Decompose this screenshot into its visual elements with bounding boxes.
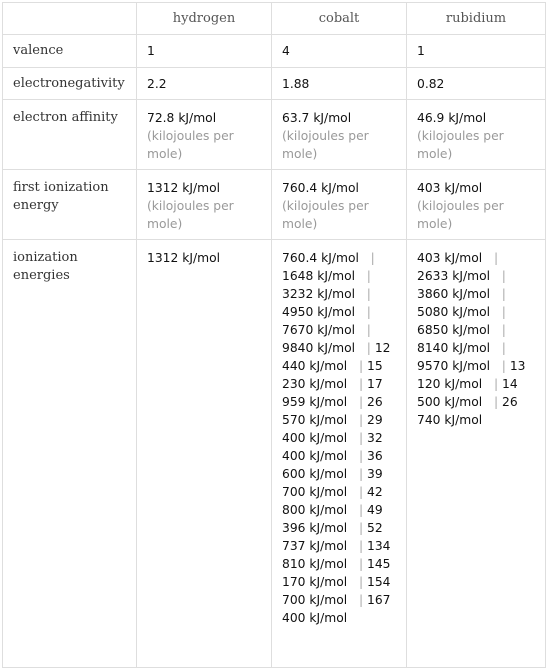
electronegativity-cobalt: 1.88 xyxy=(272,68,407,100)
first-ionization-hydrogen xyxy=(137,170,272,240)
separator: | xyxy=(351,467,367,481)
separator: | xyxy=(351,539,367,553)
ionization-energy-value: 26 570 kJ/mol xyxy=(282,395,386,427)
ionization-energy-value: 52 737 kJ/mol xyxy=(282,521,386,553)
electronegativity-hydrogen: 2.2 xyxy=(137,68,272,100)
separator: | xyxy=(486,395,502,409)
separator: | xyxy=(351,521,367,535)
separator: | xyxy=(486,377,502,391)
value: 72.8 xyxy=(147,111,175,125)
ionization-energy-value: 29 400 kJ/mol xyxy=(282,413,386,445)
separator: | xyxy=(493,359,510,373)
ionization-energy-value: 5080 kJ/mol xyxy=(417,305,491,319)
first-ionization-rubidium xyxy=(407,170,546,240)
separator: | xyxy=(358,287,371,301)
ionization-energy-value: 4950 kJ/mol xyxy=(282,305,356,319)
unit: kJ/mol xyxy=(448,111,487,125)
ionization-energy-value: 7670 kJ/mol xyxy=(282,323,356,337)
ionization-energy-value: 12 440 kJ/mol xyxy=(282,341,393,373)
ionization-energy-value: 167 400 kJ/mol xyxy=(282,593,393,625)
separator: | xyxy=(358,341,375,355)
value: 760.4 xyxy=(282,181,318,195)
unit: kJ/mol xyxy=(182,181,221,195)
separator: | xyxy=(351,485,367,499)
separator: | xyxy=(362,251,375,265)
separator: | xyxy=(351,413,367,427)
row-ionization-energies xyxy=(3,240,546,668)
separator: | xyxy=(493,323,506,337)
unit-long: (kilojoules per mole) xyxy=(147,129,234,161)
ionization-energy-value: 145 170 kJ/mol xyxy=(282,557,393,589)
separator: | xyxy=(358,323,371,337)
header-cobalt: cobalt xyxy=(272,3,407,35)
ionization-energy-value: 14 500 kJ/mol xyxy=(417,377,521,409)
separator: | xyxy=(493,305,506,319)
ionization-energy-value: 6850 kJ/mol xyxy=(417,323,491,337)
ionization-energy-value: 760.4 kJ/mol xyxy=(282,251,359,265)
header-row xyxy=(3,3,546,35)
valence-cobalt: 4 xyxy=(272,35,407,68)
ionization-energy-value: 32 400 kJ/mol xyxy=(282,431,386,463)
electron-affinity-rubidium xyxy=(407,100,546,170)
electronegativity-rubidium: 0.82 xyxy=(407,68,546,100)
electron-affinity-cobalt xyxy=(272,100,407,170)
valence-rubidium: 1 xyxy=(407,35,546,68)
value: 63.7 xyxy=(282,111,310,125)
separator: | xyxy=(351,377,367,391)
ionization-energy-value: 26 740 kJ/mol xyxy=(417,395,521,427)
value: 1312 xyxy=(147,181,179,195)
ionization-energy-value: 3232 kJ/mol xyxy=(282,287,356,301)
value: 46.9 xyxy=(417,111,445,125)
ionization-energy-value: 1648 kJ/mol xyxy=(282,269,356,283)
separator: | xyxy=(351,395,367,409)
ionization-energy-value: 13 120 kJ/mol xyxy=(417,359,528,391)
ionization-energy-value: 17 959 kJ/mol xyxy=(282,377,386,409)
separator: | xyxy=(351,431,367,445)
separator: | xyxy=(351,593,367,607)
comparison-table xyxy=(2,2,546,668)
header-hydrogen: hydrogen xyxy=(137,3,272,35)
unit-long: (kilojoules per mole) xyxy=(417,129,504,161)
unit: kJ/mol xyxy=(444,181,483,195)
unit: kJ/mol xyxy=(178,111,217,125)
ionization-energy-value: 9840 kJ/mol xyxy=(282,341,356,355)
ionization-energy-value: 1312 kJ/mol xyxy=(147,251,221,265)
separator: | xyxy=(358,269,371,283)
ionization-energy-value: 36 600 kJ/mol xyxy=(282,449,386,481)
row-electron-affinity xyxy=(3,100,546,170)
separator: | xyxy=(486,251,499,265)
separator: | xyxy=(351,503,367,517)
separator: | xyxy=(493,287,506,301)
ionization-energy-value: 403 kJ/mol xyxy=(417,251,483,265)
first-ionization-cobalt xyxy=(272,170,407,240)
ionization-energy-value: 2633 kJ/mol xyxy=(417,269,491,283)
row-electronegativity xyxy=(3,68,546,100)
separator: | xyxy=(493,341,506,355)
valence-hydrogen: 1 xyxy=(137,35,272,68)
ionization-energy-value: 42 800 kJ/mol xyxy=(282,485,386,517)
ionization-energy-value: 49 396 kJ/mol xyxy=(282,503,386,535)
header-empty xyxy=(3,3,137,35)
ionization-energy-value: 15 230 kJ/mol xyxy=(282,359,386,391)
ionization-energies-cobalt xyxy=(272,240,407,668)
separator: | xyxy=(358,305,371,319)
unit-long: (kilojoules per mole) xyxy=(282,129,369,161)
unit-long: (kilojoules per mole) xyxy=(147,199,234,231)
row-valence xyxy=(3,35,546,68)
separator: | xyxy=(351,359,367,373)
row-label-electronegativity: electronegativity xyxy=(3,68,137,100)
ionization-energy-value: 154 700 kJ/mol xyxy=(282,575,393,607)
value: 403 xyxy=(417,181,441,195)
row-first-ionization-energy xyxy=(3,170,546,240)
separator: | xyxy=(351,449,367,463)
ionization-energies-hydrogen xyxy=(137,240,272,668)
row-label-first-ionization-energy: first ionization energy xyxy=(3,170,137,240)
separator: | xyxy=(351,557,367,571)
ionization-energy-value: 9570 kJ/mol xyxy=(417,359,491,373)
unit: kJ/mol xyxy=(313,111,352,125)
separator: | xyxy=(351,575,367,589)
ionization-energy-value: 134 810 kJ/mol xyxy=(282,539,393,571)
header-rubidium: rubidium xyxy=(407,3,546,35)
ionization-energy-value: 8140 kJ/mol xyxy=(417,341,491,355)
unit-long: (kilojoules per mole) xyxy=(282,199,369,231)
separator: | xyxy=(493,269,506,283)
row-label-valence: valence xyxy=(3,35,137,68)
ionization-energy-value: 3860 kJ/mol xyxy=(417,287,491,301)
unit-long: (kilojoules per mole) xyxy=(417,199,504,231)
ionization-energies-rubidium xyxy=(407,240,546,668)
unit: kJ/mol xyxy=(321,181,359,195)
row-label-ionization-energies: ionization energies xyxy=(3,240,137,668)
electron-affinity-hydrogen xyxy=(137,100,272,170)
ionization-energy-value: 39 700 kJ/mol xyxy=(282,467,386,499)
row-label-electron-affinity: electron affinity xyxy=(3,100,137,170)
